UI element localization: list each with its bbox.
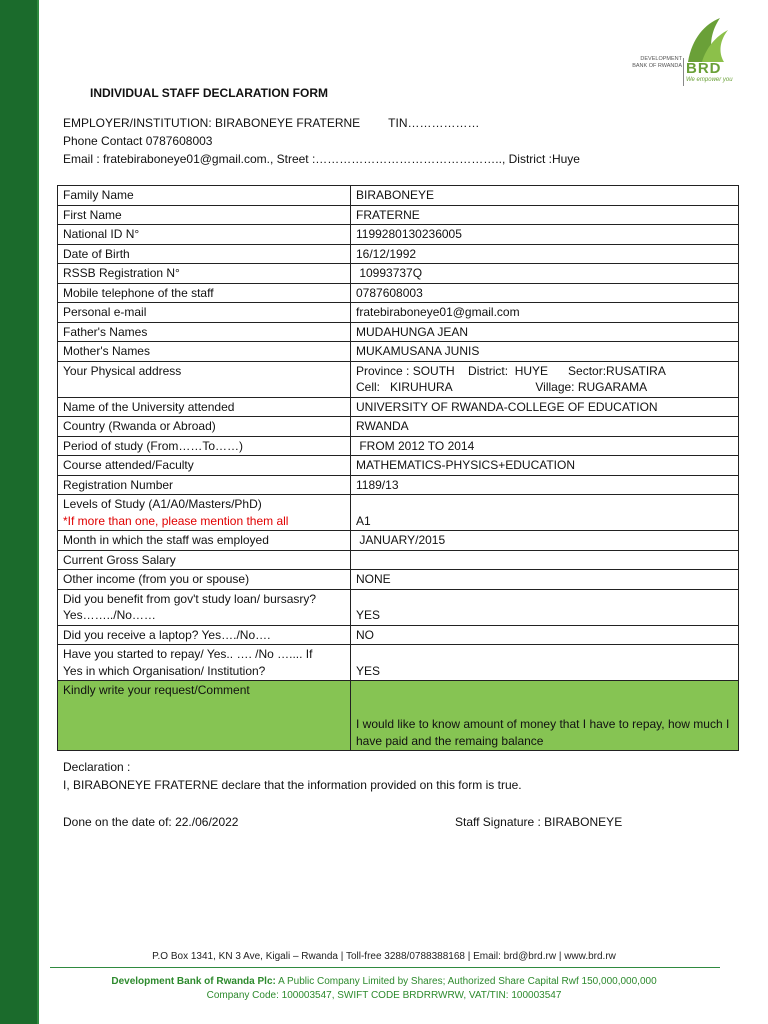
field-value-cell bbox=[351, 570, 739, 590]
field-label-cell bbox=[58, 205, 351, 225]
field-value-cell bbox=[351, 625, 739, 645]
declaration-statement: I, BIRABONEYE FRATERNE declare that the information provided on this form is true. bbox=[63, 778, 522, 792]
table-row bbox=[58, 681, 739, 751]
field-value: RWANDA bbox=[356, 419, 409, 433]
table-row bbox=[58, 550, 739, 570]
field-value-cell bbox=[351, 283, 739, 303]
form-title: INDIVIDUAL STAFF DECLARATION FORM bbox=[90, 86, 328, 100]
field-label: Registration Number bbox=[63, 477, 174, 492]
field-label: Current Gross Salary bbox=[63, 552, 176, 567]
field-value-cell bbox=[351, 550, 739, 570]
field-label: RSSB Registration N° bbox=[63, 266, 180, 280]
field-label-cell bbox=[58, 531, 351, 551]
field-label: Your Physical address bbox=[63, 363, 182, 378]
field-value: NO bbox=[356, 627, 374, 642]
field-label: Have you started to repay/ Yes.. …. /No ….... If bbox=[63, 647, 313, 661]
field-value: 0787608003 bbox=[356, 285, 423, 300]
employer-text: EMPLOYER/INSTITUTION: BIRABONEYE FRATERNE bbox=[63, 116, 361, 130]
field-value: 1189/13 bbox=[356, 477, 399, 492]
field-value: BIRABONEYE bbox=[356, 188, 435, 202]
field-label: Family Name bbox=[63, 188, 134, 202]
field-label-cell bbox=[58, 264, 351, 284]
field-label-line2: Yes……../No…… bbox=[63, 608, 156, 622]
field-label: Other income (from you or spouse) bbox=[63, 572, 250, 586]
logo-brand: BRD bbox=[686, 60, 722, 77]
table-row bbox=[58, 645, 739, 681]
footer-company-codes: Company Code: 100003547, SWIFT CODE BRDRRWRW, VAT/TIN: 100003547 bbox=[206, 990, 562, 1001]
logo-divider bbox=[683, 58, 684, 86]
field-label-cell bbox=[58, 283, 351, 303]
table-row bbox=[58, 322, 739, 342]
field-label: Date of Birth bbox=[63, 246, 130, 261]
table-row bbox=[58, 589, 739, 625]
field-value: 10993737Q bbox=[356, 266, 423, 280]
field-value: YES bbox=[356, 663, 381, 678]
table-row bbox=[58, 283, 739, 303]
field-value: MUKAMUSANA JUNIS bbox=[356, 344, 480, 358]
table-row bbox=[58, 625, 739, 645]
field-value-cell bbox=[351, 456, 739, 476]
table-row bbox=[58, 342, 739, 362]
field-value: FRATERNE bbox=[356, 207, 420, 222]
field-label-cell bbox=[58, 456, 351, 476]
staff-signature: Staff Signature : BIRABONEYE bbox=[455, 815, 623, 829]
field-value: JANUARY/2015 bbox=[356, 533, 446, 547]
field-label: First Name bbox=[63, 207, 122, 222]
left-green-band bbox=[0, 0, 37, 1024]
field-label: Period of study (From……To……) bbox=[63, 438, 244, 453]
table-row bbox=[58, 397, 739, 417]
field-label: Mother's Names bbox=[63, 344, 150, 358]
footer-contact: P.O Box 1341, KN 3 Ave, Kigali – Rwanda | Toll-free 3288/0788388168 | Email: brd@brd.rw | www.brd.rw bbox=[152, 951, 616, 962]
field-label: Did you benefit from gov't study loan/ bursasry? bbox=[63, 591, 317, 606]
table-row bbox=[58, 361, 739, 397]
table-row bbox=[58, 475, 739, 495]
field-value-cell bbox=[351, 436, 739, 456]
field-value-cell bbox=[351, 681, 739, 751]
field-label-cell bbox=[58, 645, 351, 681]
field-label: Name of the University attended bbox=[63, 399, 235, 414]
field-label-cell bbox=[58, 342, 351, 362]
field-label-cell bbox=[58, 322, 351, 342]
field-value-cell bbox=[351, 264, 739, 284]
logo-subtitle: DEVELOPMENT BANK OF RWANDA bbox=[632, 56, 682, 69]
field-value-cell bbox=[351, 397, 739, 417]
footer-company bbox=[0, 975, 768, 1003]
email-line: Email : fratebiraboneye01@gmail.com., Street :……………………………………….., District :Huye bbox=[63, 152, 580, 166]
field-label: Course attended/Faculty bbox=[63, 458, 194, 472]
table-row bbox=[58, 264, 739, 284]
field-value-cell bbox=[351, 205, 739, 225]
field-label-note: *If more than one, please mention them all bbox=[63, 513, 289, 528]
field-value-cell bbox=[351, 589, 739, 625]
logo-tagline: We empower you bbox=[686, 77, 733, 83]
footer-company-desc: A Public Company Limited by Shares; Authorized Share Capital Rwf 150,000,000,000 bbox=[275, 976, 657, 987]
field-label-cell bbox=[58, 361, 351, 397]
field-label: Levels of Study (A1/A0/Masters/PhD) bbox=[63, 497, 262, 511]
field-value-cell bbox=[351, 475, 739, 495]
phone-line: Phone Contact 0787608003 bbox=[63, 134, 213, 148]
field-value-cell bbox=[351, 531, 739, 551]
field-label: Did you receive a laptop? Yes…./No…. bbox=[63, 627, 271, 642]
field-value-cell bbox=[351, 303, 739, 323]
field-value-cell bbox=[351, 645, 739, 681]
field-value-cell bbox=[351, 322, 739, 342]
field-value: MUDAHUNGA JEAN bbox=[356, 324, 469, 339]
field-label-cell bbox=[58, 550, 351, 570]
table-row bbox=[58, 205, 739, 225]
employer-line bbox=[63, 116, 480, 130]
field-value: FROM 2012 TO 2014 bbox=[356, 438, 475, 453]
table-row bbox=[58, 436, 739, 456]
table-row bbox=[58, 225, 739, 245]
field-label: Kindly write your request/Comment bbox=[63, 683, 250, 697]
field-label-cell bbox=[58, 589, 351, 625]
field-label: Mobile telephone of the staff bbox=[63, 285, 214, 300]
field-value-cell bbox=[351, 342, 739, 362]
table-row bbox=[58, 531, 739, 551]
field-value-cell bbox=[351, 244, 739, 264]
field-label: Father's Names bbox=[63, 324, 148, 339]
field-label-cell bbox=[58, 570, 351, 590]
table-row bbox=[58, 570, 739, 590]
field-label-cell bbox=[58, 681, 351, 751]
field-value-cell bbox=[351, 417, 739, 437]
field-label-line2: Yes in which Organisation/ Institution? bbox=[63, 663, 266, 678]
field-value-cell bbox=[351, 186, 739, 206]
field-label-cell bbox=[58, 186, 351, 206]
field-value-cell bbox=[351, 361, 739, 397]
field-value: 16/12/1992 bbox=[356, 246, 417, 261]
field-label-cell bbox=[58, 417, 351, 437]
field-label: National ID N° bbox=[63, 227, 140, 241]
field-label-cell bbox=[58, 475, 351, 495]
table-row bbox=[58, 495, 739, 531]
field-value: YES bbox=[356, 608, 381, 622]
declaration-date: Done on the date of: 22./06/2022 bbox=[63, 815, 239, 829]
field-label-cell bbox=[58, 225, 351, 245]
field-label-cell bbox=[58, 303, 351, 323]
field-value: A1 bbox=[356, 513, 371, 528]
footer-divider bbox=[50, 967, 720, 968]
field-value: UNIVERSITY OF RWANDA-COLLEGE OF EDUCATION bbox=[356, 399, 658, 414]
field-value: MATHEMATICS-PHYSICS+EDUCATION bbox=[356, 458, 576, 472]
declaration-table bbox=[57, 185, 739, 751]
table-row bbox=[58, 456, 739, 476]
table-row bbox=[58, 303, 739, 323]
field-value-cell bbox=[351, 225, 739, 245]
field-label-cell bbox=[58, 436, 351, 456]
field-value: I would like to know amount of money that I have to repay, how much I have paid and the remaing balance bbox=[356, 717, 730, 748]
field-label-cell bbox=[58, 244, 351, 264]
footer-company-name: Development Bank of Rwanda Plc: bbox=[111, 976, 276, 987]
field-value-line2: Cell: KIRUHURA Village: RUGARAMA bbox=[356, 380, 648, 394]
field-value: 1199280130236005 bbox=[356, 227, 462, 241]
table-row bbox=[58, 417, 739, 437]
field-label-cell bbox=[58, 495, 351, 531]
table-row bbox=[58, 186, 739, 206]
field-label-cell bbox=[58, 397, 351, 417]
field-value: fratebiraboneye01@gmail.com bbox=[356, 305, 520, 319]
field-label: Personal e-mail bbox=[63, 305, 147, 319]
field-value-cell bbox=[351, 495, 739, 531]
left-green-band-edge bbox=[37, 0, 39, 1024]
table-row bbox=[58, 244, 739, 264]
field-value: Province : SOUTH District: HUYE Sector:RUSATIRA bbox=[356, 363, 666, 378]
field-label: Country (Rwanda or Abroad) bbox=[63, 419, 216, 433]
tin-text: TIN……………… bbox=[388, 116, 480, 130]
field-label: Month in which the staff was employed bbox=[63, 533, 269, 547]
field-value: NONE bbox=[356, 572, 391, 586]
declaration-heading: Declaration : bbox=[63, 760, 131, 774]
field-label-cell bbox=[58, 625, 351, 645]
